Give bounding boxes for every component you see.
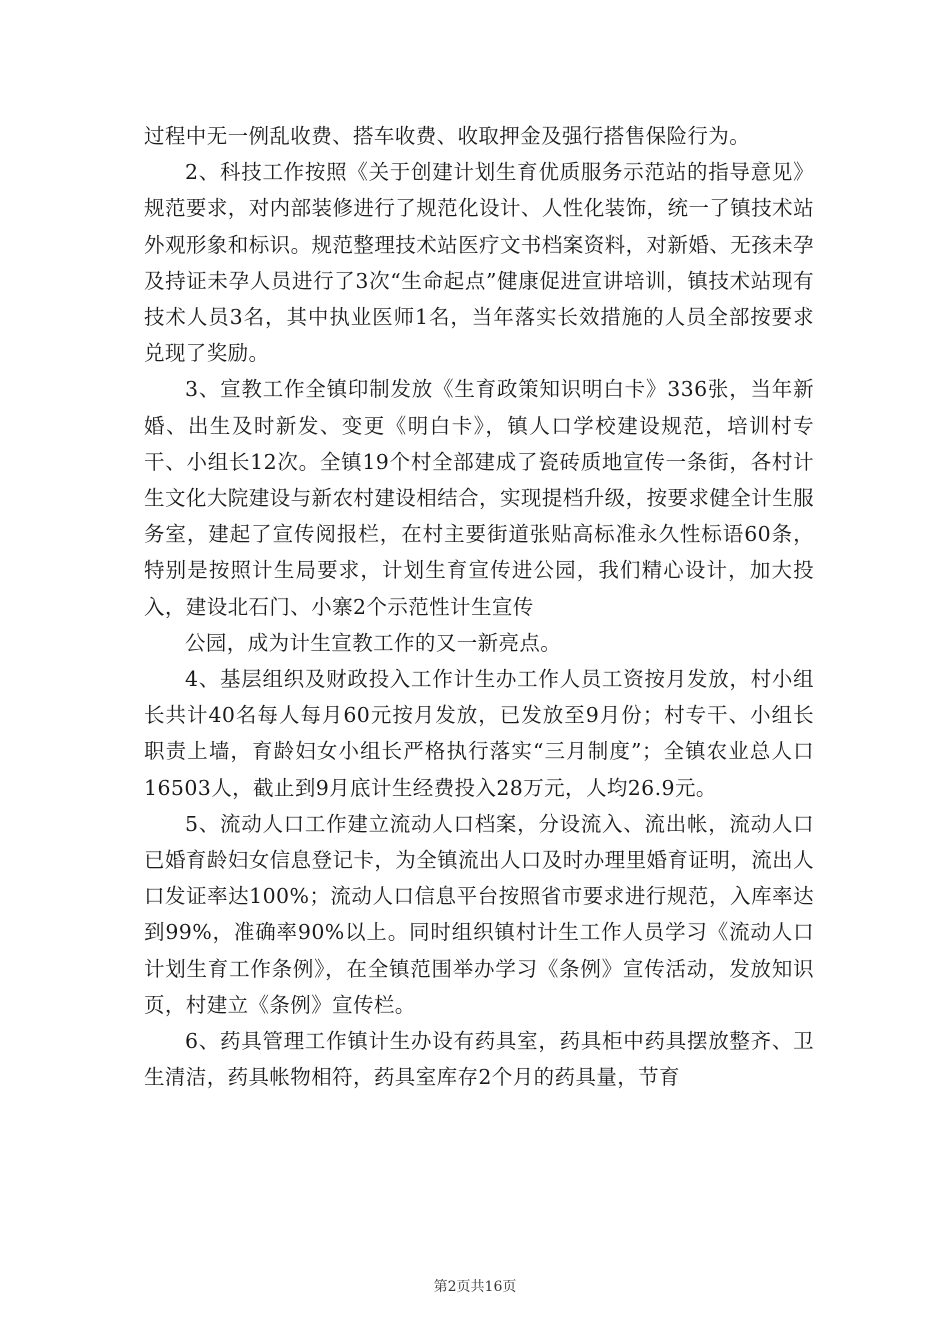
page-number-footer: 第2页共16页	[433, 1279, 517, 1295]
paragraph-1: 2、科技工作按照《关于创建计划生育优质服务示范站的指导意见》规范要求，对内部装修进行了规范化设计、人性化装饰，统一了镇技术站外观形象和标识。规范整理技术站医疗文书档案资料，对新婚、无孩未孕及持证未孕人员进行了3次“生命起点”健康促进宣讲培训，镇技术站现有技术人员3名，其中执业医师1名，当年落实长效措施的人员全部按要求兑现了奖励。	[144, 160, 814, 366]
paragraph-6: 6、药具管理工作镇计生办设有药具室，药具柜中药具摆放整齐、卫生清洁，药具帐物相符，药具室库存2个月的药具量，节育	[144, 1029, 814, 1090]
paragraph-0: 过程中无一例乱收费、搭车收费、收取押金及强行搭售保险行为。	[144, 124, 751, 148]
paragraph-3: 公园，成为计生宣教工作的又一新亮点。	[185, 630, 562, 655]
document-body	[144, 118, 814, 1095]
paragraph-5: 5、流动人口工作建立流动人口档案，分设流入、流出帐，流动人口已婚育龄妇女信息登记卡，为全镇流出人口及时办理里婚育证明，流出人口发证率达100%；流动人口信息平台按照省市要求进行规范，入库率达到99%，准确率90%以上。同时组织镇村计生工作人员学习《流动人口计划生育工作条例》，在全镇范围举办学习《条例》宣传活动，发放知识页，村建立《条例》宣传栏。	[144, 811, 814, 1017]
paragraph-4: 4、基层组织及财政投入工作计生办工作人员工资按月发放，村小组长共计40名每人每月60元按月发放，已发放至9月份；村专干、小组长职责上墙，育龄妇女小组长严格执行落实“三月制度”；全镇农业总人口16503人，截止到9月底计生经费投入28万元，人均26.9元。	[144, 667, 814, 800]
paragraph-2: 3、宣教工作全镇印制发放《生育政策知识明白卡》336张，当年新婚、出生及时新发、变更《明白卡》，镇人口学校建设规范，培训村专干、小组长12次。全镇19个村全部建成了瓷砖质地宣传一条街，各村计生文化大院建设与新农村建设相结合，实现提档升级，按要求健全计生服务室，建起了宣传阅报栏，在村主要街道张贴高标准永久性标语60条，特别是按照计生局要求，计划生育宣传进公园，我们精心设计，加大投入，建设北石门、小寨2个示范性计生宣传	[144, 377, 814, 619]
